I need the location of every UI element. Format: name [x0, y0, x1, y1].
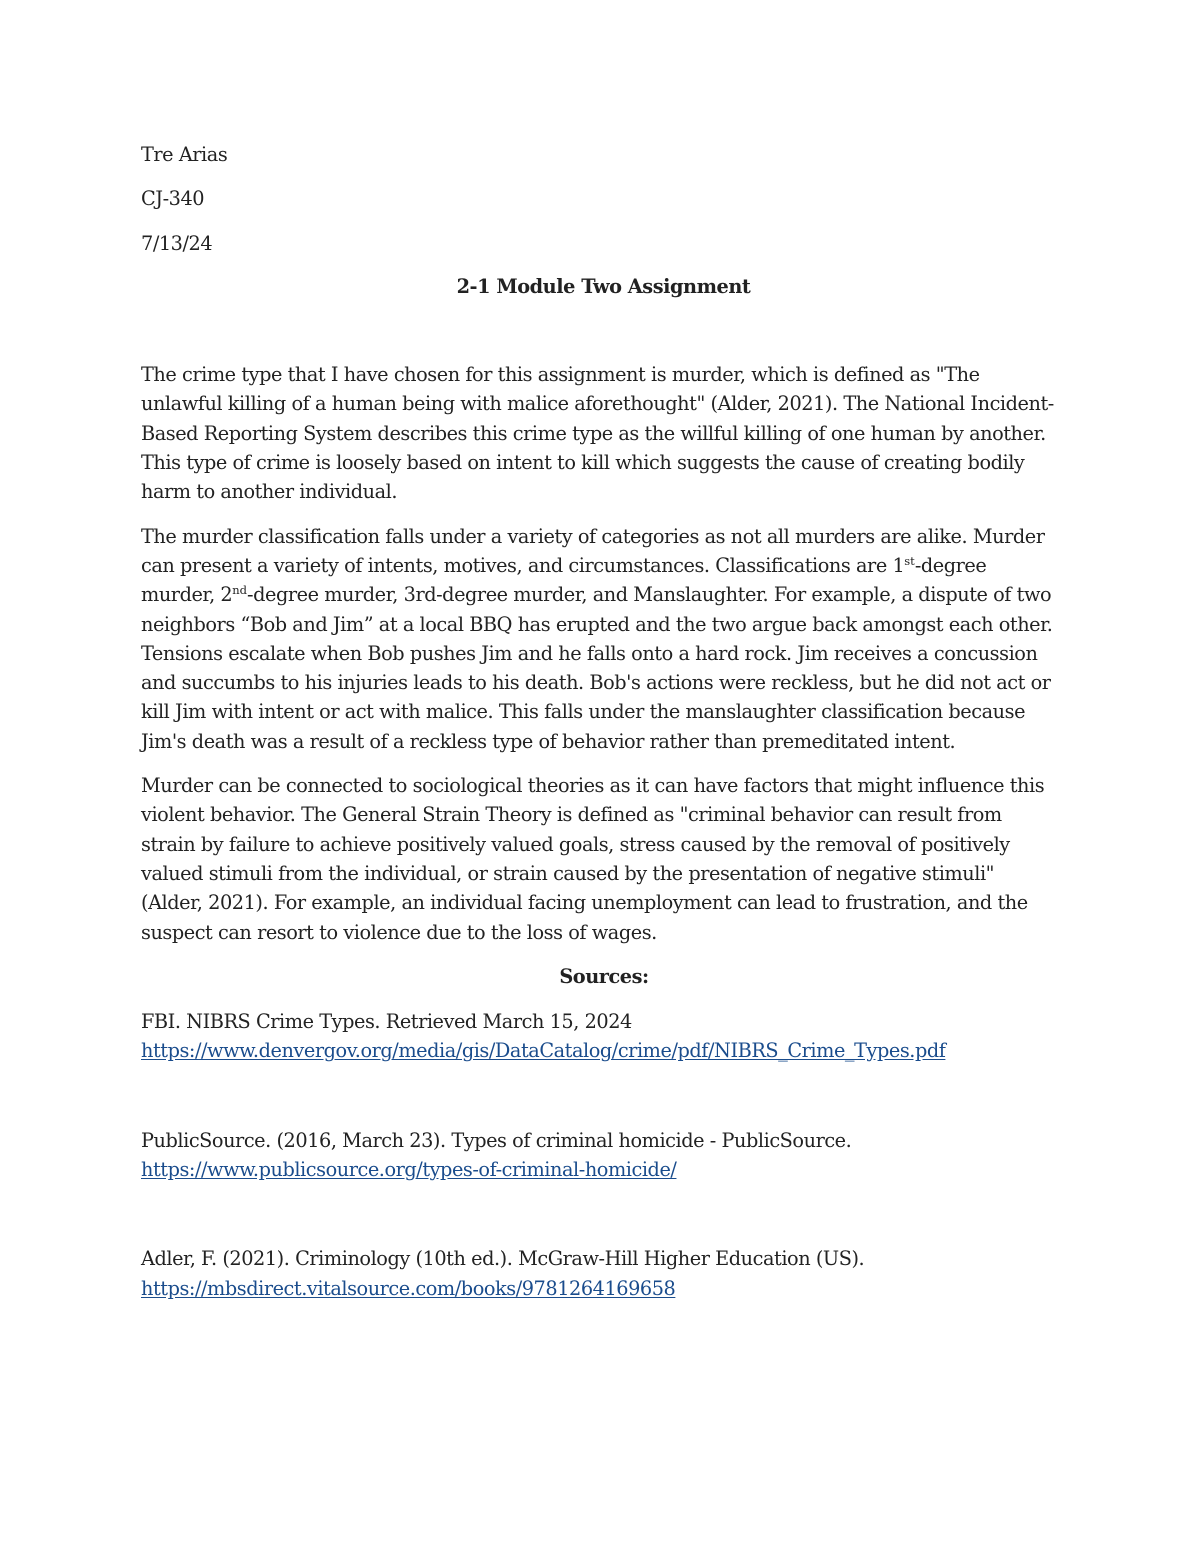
author-name: Tre Arias — [141, 143, 228, 166]
superscript-nd: nd — [232, 583, 248, 598]
reference-link[interactable]: https://www.publicsource.org/types-of-criminal-homicide/ — [141, 1158, 677, 1182]
paragraph-theory: Murder can be connected to sociological theories as it can have factors that might influence this violent behavior. The General Strain Theory is defined as "criminal behavior can result from strain by failure to achieve positively valued goals, stress caused by the removal of positively valued stimuli from the individual, or strain caused by the presentation of negative stimuli" (Alder, 2021). For example, an individual facing unemployment can lead to frustration, and the suspect can resort to violence due to the loss of wages. — [141, 774, 1045, 944]
page-title: 2-1 Module Two Assignment — [456, 274, 751, 298]
reference-item — [141, 1244, 1061, 1303]
reference-text: PublicSource. (2016, March 23). Types of criminal homicide - PublicSource. — [141, 1128, 852, 1152]
paragraph-classification-text-2: -degree murder, 2 — [141, 553, 987, 607]
reference-link[interactable]: https://www.denvergov.org/media/gis/DataCatalog/crime/pdf/NIBRS_Crime_Types.pdf — [141, 1039, 946, 1063]
sources-heading: Sources: — [559, 964, 649, 988]
reference-link[interactable]: https://mbsdirect.vitalsource.com/books/9781264169658 — [141, 1276, 676, 1300]
superscript-st: st — [904, 553, 915, 568]
document-body — [141, 140, 1061, 1363]
reference-text: FBI. NIBRS Crime Types. Retrieved March 15, 2024 — [141, 1010, 632, 1034]
course-code: CJ-340 — [141, 187, 205, 211]
reference-item — [141, 1007, 1061, 1066]
paragraph-definition: The crime type that I have chosen for this assignment is murder, which is defined as "The unlawful killing of a human being with malice aforethought" (Alder, 2021). The National Incident-Based Reporting System describes this crime type as the willful killing of one human by another. This type of crime is loosely based on intent to kill which suggests the cause of creating bodily harm to another individual. — [141, 363, 1054, 504]
paragraph-classification — [141, 522, 1061, 756]
paragraph-classification-text-1: The murder classification falls under a variety of categories as not all murders are alike. Murder can present a variety of intents, motives, and circumstances. Classifications are 1 — [141, 524, 1045, 577]
reference-text: Adler, F. (2021). Criminology (10th ed.). McGraw-Hill Higher Education (US). — [141, 1247, 865, 1271]
title-spacer — [141, 301, 1061, 360]
reference-item — [141, 1126, 1061, 1185]
submission-date: 7/13/24 — [141, 231, 213, 255]
paragraph-classification-text-3: -degree murder, 3rd-degree murder, and Manslaughter. For example, a dispute of two neighbors “Bob and Jim” at a local BBQ has erupted and the two argue back amongst each other. Tensions escalate when Bob pushes Jim and he falls onto a hard rock. Jim receives a concussion and succumbs to his injuries leads to his death. Bob's actions were reckless, but he did not act or kill Jim with intent or act with malice. This falls under the manslaughter classification because Jim's death was a result of a reckless type of behavior rather than premeditated intent. — [141, 583, 1053, 753]
